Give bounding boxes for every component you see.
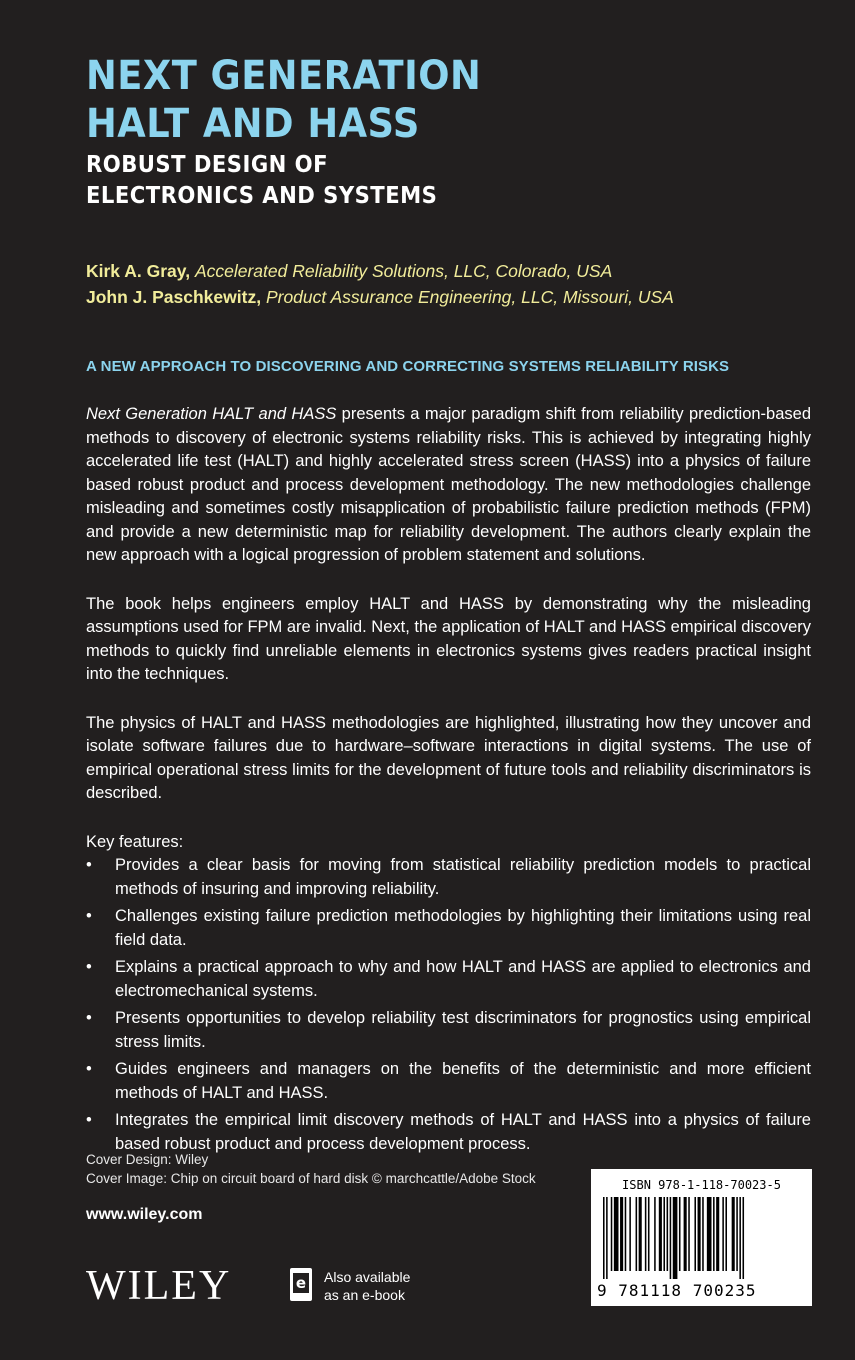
barcode-bar (684, 1197, 687, 1271)
barcode-bar (611, 1197, 613, 1271)
barcode-bar (679, 1197, 681, 1271)
cover-design-credit: Cover Design: Wiley (86, 1152, 209, 1167)
barcode-bar (667, 1197, 669, 1271)
website-link[interactable]: www.wiley.com (86, 1206, 203, 1223)
wiley-logo: WILEY (86, 1263, 232, 1309)
barcode-bar (670, 1197, 672, 1279)
barcode-bar (725, 1197, 727, 1271)
barcode-bar (654, 1197, 656, 1271)
author-2 (86, 284, 674, 310)
ebook-icon-glyph: e (293, 1273, 309, 1293)
barcode-bar (629, 1197, 631, 1271)
title-block (86, 52, 516, 212)
paragraph-3: The physics of HALT and HASS methodologies are highlighted, illustrating how they uncover and isolate software failures due to hardware–software interactions in digital systems. The use of empirical operational stress limits for the development of future tools and reliability discriminators is described. (86, 713, 811, 802)
barcode-bar (614, 1197, 619, 1271)
book-title-line-2: HALT AND HASS (86, 101, 420, 147)
barcode-bar (694, 1197, 696, 1271)
barcode-bar (739, 1197, 741, 1279)
key-feature-item (86, 1058, 811, 1105)
bullet-icon: • (86, 907, 92, 925)
paragraph-1-book-title: Next Generation HALT and HASS (86, 405, 337, 423)
barcode-bar (722, 1197, 724, 1271)
author-1 (86, 258, 674, 284)
key-feature-text: Challenges existing failure prediction methodologies by highlighting their limitations using real field data. (115, 907, 811, 949)
description-body (86, 403, 811, 1160)
barcode-bar (732, 1197, 735, 1271)
key-feature-item (86, 1007, 811, 1054)
isbn-label: ISBN 978-1-118-70023-5 (622, 1178, 781, 1192)
author-1-affiliation: Accelerated Reliability Solutions, LLC, Colorado, USA (194, 261, 613, 281)
key-feature-item (86, 854, 811, 901)
cover-image-credit: Cover Image: Chip on circuit board of hard disk © marchcattle/Adobe Stock (86, 1171, 536, 1186)
paragraph-1-text: presents a major paradigm shift from reliability prediction-based methods to discovery of electronic systems reliability risks. This is achieved by integrating highly accelerated life test (HALT) and highly accelerated stress screen (HASS) into a physics of failure based robust product and process development methodology. The new methodologies challenge misleading and sometimes costly misapplication of probabilistic failure prediction methods (FPM) and provide a new deterministic map for reliability development. The authors clearly explain the new approach with a logical progression of problem statement and solutions. (86, 405, 811, 564)
bullet-icon: • (86, 1111, 92, 1129)
cover-credits (86, 1150, 536, 1188)
key-feature-item (86, 905, 811, 952)
key-feature-text: Integrates the empirical limit discovery methods of HALT and HASS into a physics of failure based robust product and process development process. (115, 1111, 811, 1153)
ebook-availability (324, 1268, 410, 1304)
key-feature-text: Presents opportunities to develop reliability test discriminators for prognostics using empirical stress limits. (115, 1009, 811, 1051)
key-features-heading: Key features: (86, 832, 184, 851)
barcode-bar (659, 1197, 662, 1271)
key-feature-item (86, 956, 811, 1003)
barcode-bar (688, 1197, 690, 1271)
book-subtitle-line-1: ROBUST DESIGN OF (86, 152, 329, 178)
book-title-line-1: NEXT GENERATION (86, 53, 482, 99)
key-feature-item (86, 1109, 811, 1156)
bullet-icon: • (86, 1009, 92, 1027)
key-feature-text: Explains a practical approach to why and how HALT and HASS are applied to electronics and electromechanical systems. (115, 958, 811, 1000)
ebook-line-2: as an e-book (324, 1287, 405, 1303)
key-feature-text: Provides a clear basis for moving from statistical reliability prediction models to practical methods of insuring and improving reliability. (115, 856, 811, 898)
tagline: A NEW APPROACH TO DISCOVERING AND CORRECTING SYSTEMS RELIABILITY RISKS (86, 358, 730, 375)
key-feature-text: Guides engineers and managers on the benefits of the deterministic and more efficient methods of HALT and HASS. (115, 1060, 811, 1102)
author-2-name: John J. Paschkewitz, (86, 287, 262, 307)
barcode-bar (743, 1197, 745, 1279)
paragraph-2: The book helps engineers employ HALT and HASS by demonstrating why the misleading assumptions used for FPM are invalid. Next, the application of HALT and HASS empirical discovery methods to quickly find unreliable elements in electronics systems gives readers practical insight into the techniques. (86, 594, 811, 683)
barcode-bar (663, 1197, 665, 1271)
authors (86, 258, 674, 310)
key-features-list (86, 854, 811, 1156)
barcode-bar (625, 1197, 627, 1271)
barcode-bar (636, 1197, 638, 1271)
barcode-bar (620, 1197, 623, 1271)
bullet-icon: • (86, 958, 92, 976)
barcode-bar (639, 1197, 642, 1271)
bullet-icon: • (86, 856, 92, 874)
barcode-bar (736, 1197, 738, 1271)
ebook-line-1: Also available (324, 1269, 411, 1285)
barcode-bar (648, 1197, 650, 1271)
barcode-bar (713, 1197, 715, 1271)
barcode-bar (698, 1197, 701, 1271)
barcode-bar (702, 1197, 704, 1271)
barcode-bar (716, 1197, 719, 1271)
barcode-bar (645, 1197, 647, 1271)
paragraph-1 (86, 403, 811, 568)
author-2-affiliation: Product Assurance Engineering, LLC, Missouri, USA (265, 287, 674, 307)
bullet-icon: • (86, 1060, 92, 1078)
barcode-bar (673, 1197, 678, 1279)
barcode-bars (603, 1197, 800, 1279)
barcode-bar (606, 1197, 608, 1279)
barcode-digits: 9 781118 700235 (597, 1281, 757, 1300)
book-subtitle-line-2: ELECTRONICS AND SYSTEMS (86, 183, 438, 209)
isbn-barcode (591, 1169, 812, 1306)
ebook-icon (290, 1268, 312, 1301)
barcode-bar (707, 1197, 712, 1271)
barcode-bar (603, 1197, 605, 1279)
author-1-name: Kirk A. Gray, (86, 261, 191, 281)
